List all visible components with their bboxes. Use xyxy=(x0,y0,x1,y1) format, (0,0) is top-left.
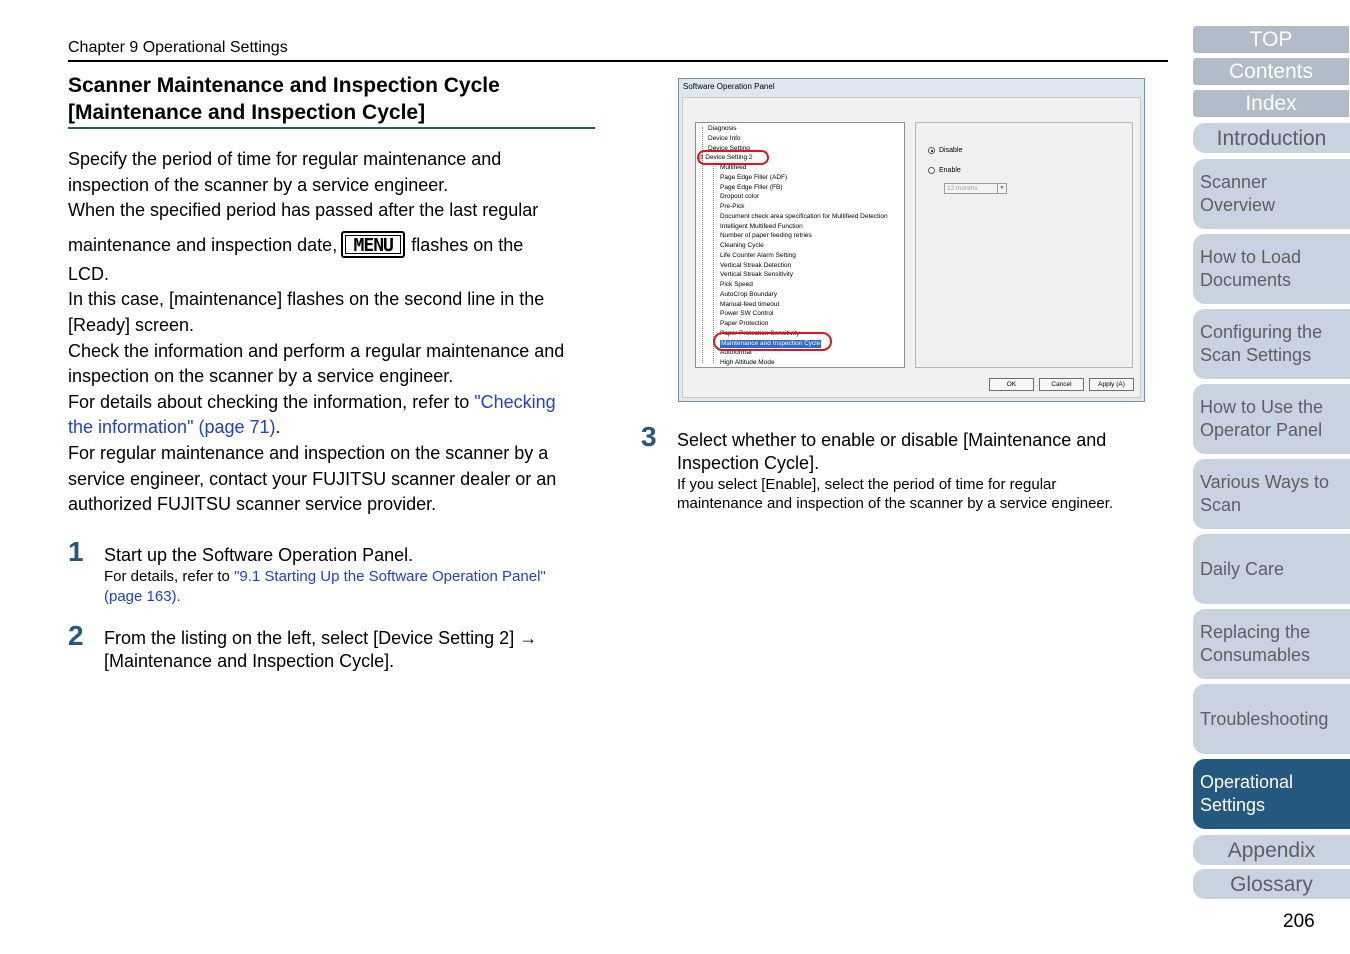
nav-label: How to Use the xyxy=(1200,397,1324,417)
nav-label: Operator Panel xyxy=(1200,420,1323,440)
body-line xyxy=(68,415,598,441)
nav-label: Overview xyxy=(1200,195,1276,215)
tree-item[interactable]: Device Setting xyxy=(708,144,750,152)
software-operation-panel-screenshot xyxy=(678,78,1145,402)
body-line-menu xyxy=(68,230,598,260)
tree-item[interactable]: Paper Protection xyxy=(720,320,769,327)
apply-button[interactable]: Apply (A) xyxy=(1089,378,1134,391)
step-3-sub-line2: maintenance and inspection of the scanner by a service engineer. xyxy=(677,495,1114,512)
tree-item[interactable]: Pick Speed xyxy=(720,281,753,288)
window-client xyxy=(682,97,1141,398)
nav-introduction[interactable]: Introduction xyxy=(1193,123,1350,153)
nav-label: Operational xyxy=(1200,772,1294,792)
tree-item[interactable]: Diagnosis xyxy=(708,125,737,132)
cancel-button[interactable]: Cancel xyxy=(1039,378,1084,391)
step-1-number: 1 xyxy=(68,536,84,567)
nav-label: Scan Settings xyxy=(1200,345,1312,365)
tree-item[interactable]: Page Edge Filler (ADF) xyxy=(720,173,788,181)
body-line: LCD. xyxy=(68,263,110,284)
tree-item[interactable]: Pre-Pick xyxy=(720,203,745,210)
body-line: In this case, [maintenance] flashes on the second line in the xyxy=(68,289,545,310)
enable-radio[interactable] xyxy=(928,167,935,174)
body-text: . xyxy=(275,417,281,438)
step-2-line1: From the listing on the left, select [Device Setting 2] → xyxy=(104,628,538,648)
nav-troubleshooting[interactable] xyxy=(1193,684,1350,754)
nav-label: Troubleshooting xyxy=(1200,708,1329,729)
tree-line xyxy=(713,163,714,363)
nav-index[interactable]: Index xyxy=(1193,90,1349,117)
nav-contents[interactable]: Contents xyxy=(1193,58,1349,85)
step-1-text: Start up the Software Operation Panel. xyxy=(104,545,414,565)
body-text: maintenance and inspection date, xyxy=(68,234,338,255)
step-2-number: 2 xyxy=(68,620,84,651)
nav-label: How to Load xyxy=(1200,247,1302,267)
nav-operational-settings[interactable] xyxy=(1193,759,1350,829)
body-text: flashes on the xyxy=(411,234,524,255)
section-title-line2: [Maintenance and Inspection Cycle] xyxy=(68,101,426,124)
header-rule xyxy=(68,60,1168,62)
nav-glossary[interactable]: Glossary xyxy=(1193,869,1350,899)
body-line: [Ready] screen. xyxy=(68,314,195,335)
tree-item[interactable]: High Altitude Mode xyxy=(720,359,775,366)
menu-button-icon xyxy=(341,231,405,258)
ok-button[interactable]: OK xyxy=(989,378,1034,391)
tree-item[interactable]: Document check area specification for Multifeed Detection xyxy=(720,212,888,220)
body-line: For regular maintenance and inspection on the scanner by a xyxy=(68,442,549,463)
nav-various-ways[interactable] xyxy=(1193,459,1350,529)
nav-label: Daily Care xyxy=(1200,558,1285,579)
tree-item[interactable]: Device Info xyxy=(708,134,741,142)
nav-top[interactable]: TOP xyxy=(1193,26,1349,53)
tree-item-selected[interactable]: Maintenance and Inspection Cycle xyxy=(721,339,821,347)
enable-label: Enable xyxy=(939,167,961,174)
tree-item[interactable]: Cleaning Cycle xyxy=(720,242,764,249)
tree-item[interactable]: Multifeed xyxy=(720,164,747,171)
period-select[interactable] xyxy=(944,183,1007,194)
checking-info-link-cont[interactable]: the information" (page 71) xyxy=(68,417,276,438)
step-3-sub xyxy=(677,475,1113,513)
nav-label: Consumables xyxy=(1200,645,1311,665)
nav-configuring[interactable] xyxy=(1193,309,1350,379)
nav-label: Scanner xyxy=(1200,172,1268,192)
step-2-line2: [Maintenance and Inspection Cycle]. xyxy=(104,651,395,671)
tree-item[interactable]: Page Edge Filler (FB) xyxy=(720,183,783,191)
body-line: When the specified period has passed after the last regular xyxy=(68,200,539,221)
title-rule xyxy=(68,127,595,129)
nav-label: Various Ways to xyxy=(1200,472,1330,492)
tree-item[interactable]: Vertical Streak Sensitivity xyxy=(720,271,793,279)
disable-radio[interactable] xyxy=(928,147,935,154)
step-1-sub-text: For details, refer to xyxy=(104,568,230,585)
step-2-text xyxy=(104,627,537,673)
starting-sop-link[interactable]: "9.1 Starting Up the Software Operation Panel" xyxy=(234,568,546,585)
chevron-down-icon: ▼ xyxy=(997,184,1006,193)
nav-how-to-load[interactable] xyxy=(1193,234,1350,304)
highlight-maintenance-cycle xyxy=(713,329,832,351)
nav-appendix[interactable]: Appendix xyxy=(1193,835,1350,865)
nav-daily-care[interactable] xyxy=(1193,534,1350,604)
body-line: Check the information and perform a regular maintenance and xyxy=(68,340,565,361)
body-line xyxy=(68,390,598,416)
starting-sop-link-page[interactable]: (page 163). xyxy=(104,588,181,605)
step-3-line1: Select whether to enable or disable [Maintenance and xyxy=(677,430,1107,450)
tree-item[interactable]: ⊟ Device Setting 2 xyxy=(698,154,753,162)
body-line: Specify the period of time for regular maintenance and xyxy=(68,149,502,169)
menu-icon-text: MENU xyxy=(345,235,401,254)
page-number: 206 xyxy=(1283,911,1315,932)
period-value: 12 months xyxy=(947,185,978,192)
body-line: inspection of the scanner by a service engineer. xyxy=(68,174,449,195)
checking-info-link[interactable]: "Checking xyxy=(474,391,556,412)
nav-scanner-overview[interactable] xyxy=(1193,159,1350,229)
tree-item[interactable]: Life Counter Alarm Setting xyxy=(720,251,796,259)
step-1-sub xyxy=(104,567,594,607)
section-title xyxy=(68,72,598,126)
chapter-header: Chapter 9 Operational Settings xyxy=(68,39,288,56)
tree-item[interactable]: Autoformat xyxy=(720,349,752,357)
tree-item[interactable]: Vertical Streak Detection xyxy=(720,261,792,269)
step-3-number: 3 xyxy=(641,421,657,452)
nav-label: Documents xyxy=(1200,270,1292,290)
tree-item[interactable]: Number of paper feeding retries xyxy=(720,232,812,240)
settings-panel xyxy=(915,122,1133,368)
highlight-device-setting-2 xyxy=(697,150,769,165)
intro-body xyxy=(68,147,598,518)
nav-label: Scan xyxy=(1200,495,1242,515)
step-3-sub-line1: If you select [Enable], select the period of time for regular xyxy=(677,476,1057,493)
body-line: authorized FUJITSU scanner service provider. xyxy=(68,494,437,515)
tree-item[interactable]: Paper Protection Sensitivity xyxy=(720,329,800,337)
step-3-text xyxy=(677,429,1106,475)
nav-label: Replacing the xyxy=(1200,622,1311,642)
tree-item[interactable]: AutoCrop Boundary xyxy=(720,290,778,298)
nav-replacing[interactable] xyxy=(1193,609,1350,679)
body-line: service engineer, contact your FUJITSU scanner dealer or an xyxy=(68,468,557,489)
window-title: Software Operation Panel xyxy=(683,82,775,91)
body-line: inspection on the scanner by a service engineer. xyxy=(68,366,454,387)
step-3-line2: Inspection Cycle]. xyxy=(677,453,820,473)
tree-item[interactable]: Manual-feed timeout xyxy=(720,300,780,308)
disable-label: Disable xyxy=(939,147,963,154)
nav-operator-panel[interactable] xyxy=(1193,384,1350,454)
body-text: For details about checking the information, refer to xyxy=(68,391,470,412)
tree-item[interactable]: Intelligent Multifeed Function xyxy=(720,222,803,230)
nav-label: Configuring the xyxy=(1200,322,1323,342)
tree-item[interactable]: Dropout color xyxy=(720,193,760,201)
nav-label: Settings xyxy=(1200,795,1266,815)
section-title-line1: Scanner Maintenance and Inspection Cycle xyxy=(68,74,500,97)
tree-item[interactable]: Power SW Control xyxy=(720,310,774,318)
